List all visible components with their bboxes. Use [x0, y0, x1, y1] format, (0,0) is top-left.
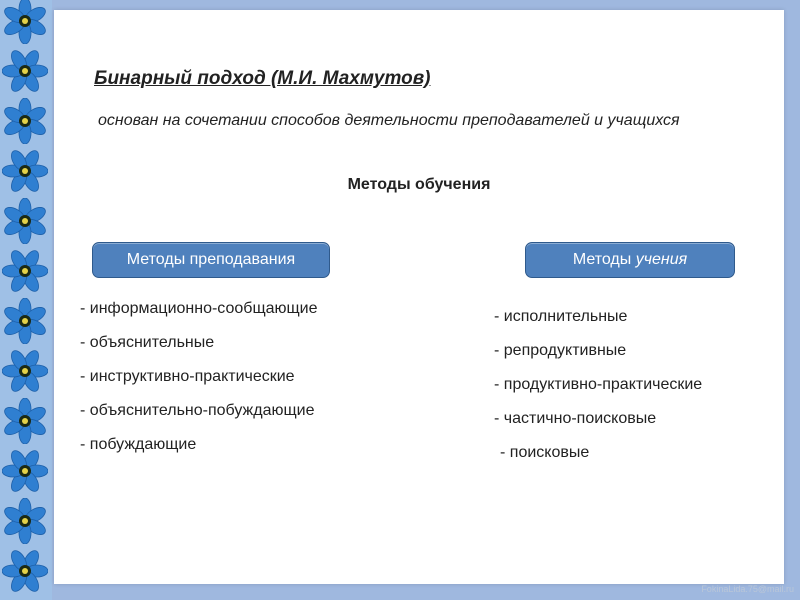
flower-icon [2, 548, 48, 594]
flower-icon [2, 298, 48, 344]
flower-icon [2, 198, 48, 244]
slide-card [54, 10, 784, 584]
list-item: - репродуктивные [494, 342, 627, 359]
section-heading: Методы обучения [347, 176, 491, 193]
list-item: - объяснительные [80, 334, 215, 351]
learning-header-prefix: Методы [572, 251, 636, 268]
list-item: - поисковые [500, 444, 590, 461]
learning-methods-list [494, 306, 702, 476]
list-item: - побуждающие [80, 436, 197, 453]
flower-icon [2, 48, 48, 94]
list-item: - исполнительные [494, 308, 628, 325]
list-item: - продуктивно-практические [494, 376, 703, 393]
flower-border [0, 0, 52, 600]
flower-icon [2, 98, 48, 144]
watermark: FokinaLida.75@mail.ru [701, 584, 794, 594]
teaching-methods-header: Методы преподавания [92, 242, 330, 278]
flower-icon [2, 448, 48, 494]
list-item: - инструктивно-практические [80, 368, 295, 385]
flower-icon [2, 148, 48, 194]
list-item: - частично-поисковые [494, 410, 657, 427]
flower-icon [2, 248, 48, 294]
list-item: - информационно-сообщающие [80, 300, 318, 317]
flower-icon [2, 0, 48, 44]
slide-title: Бинарный подход (М.И. Махмутов) [94, 68, 431, 89]
teaching-methods-list [80, 298, 318, 468]
learning-methods-header [525, 242, 735, 278]
learning-header-emph: учения [635, 251, 688, 268]
flower-icon [2, 498, 48, 544]
slide-subtitle: основан на сочетании способов деятельности преподавателей и учащихся [98, 112, 680, 129]
list-item: - объяснительно-побуждающие [80, 402, 315, 419]
flower-icon [2, 348, 48, 394]
flower-icon [2, 398, 48, 444]
